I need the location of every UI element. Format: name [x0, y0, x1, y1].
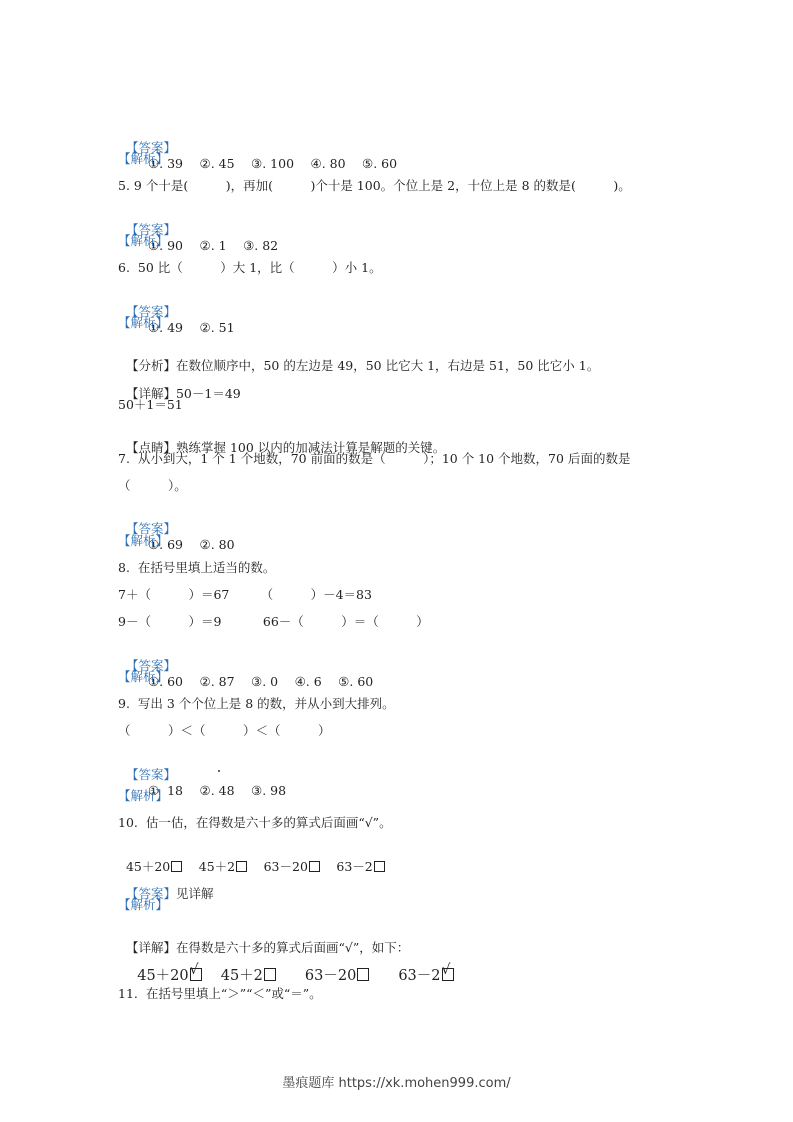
expr-1: 45＋20: [125, 859, 171, 874]
checkbox-checked: [189, 962, 202, 981]
question-5: 5. 9 个十是( )，再加( )个十是 100。个位上是 2，十位上是 8 的数是( )。: [118, 178, 631, 193]
question-7-line-2: （ ）。: [118, 478, 187, 493]
analysis-tag: 【解析】: [118, 788, 169, 803]
checkbox-empty: [309, 861, 320, 872]
fenxi-text: 在数位顺序中，50 的左边是 49，50 比它大 1，右边是 51，50 比它小 1。: [175, 358, 600, 373]
answer-tag: 【答案】: [125, 521, 176, 536]
stray-dot: [218, 770, 220, 772]
analysis-tag: 【解析】: [118, 533, 169, 548]
answer-text: ①. 49 ②. 51: [147, 320, 235, 335]
question-9: 9. 写出 3 个个位上是 8 的数，并从小到大排列。: [118, 696, 395, 711]
checkbox-empty: [264, 968, 276, 981]
checkbox-empty: [236, 861, 247, 872]
answer-text: ①. 69 ②. 80: [147, 537, 235, 552]
question-8-row-1: 7＋（ ）＝67 （ ）－4＝83: [118, 587, 372, 602]
detail-tag: 【详解】: [125, 940, 176, 955]
tip-tag: 【点睛】: [125, 440, 176, 455]
question-8-row-2: 9－（ ）＝9 66－（ ）＝（ ）: [118, 614, 429, 629]
answer-tag: 【答案】: [125, 658, 176, 673]
fenxi-tag: 【分析】: [125, 358, 176, 373]
expr-1: 45＋20: [137, 968, 189, 984]
tip-text: 熟练掌握 100 以内的加减法计算是解题的关键。: [175, 440, 446, 455]
expr-4: 63－2: [336, 859, 373, 874]
question-8: 8. 在括号里填上适当的数。: [118, 560, 276, 575]
question-10: 10. 估一估，在得数是六十多的算式后面画“√”。: [118, 815, 392, 830]
detail-text: 在得数是六十多的算式后面画“√”，如下：: [175, 940, 410, 955]
question-7-line-1: 7. 从小到大，1 个 1 个地数，70 前面的数是（ ）；10 个 10 个地数，70 后面的数是: [118, 451, 631, 466]
footer-watermark: 墨痕题库 https://xk.mohen999.com/: [282, 1076, 511, 1091]
detail-tag: 【详解】: [125, 386, 176, 401]
expr-3: 63－20: [263, 859, 308, 874]
expr-4: 63－2: [398, 968, 441, 984]
question-9-row: （ ）＜（ ）＜（ ）: [118, 723, 331, 738]
expr-3: 63－20: [304, 968, 357, 984]
analysis-tag: 【解析】: [118, 669, 169, 684]
detail-10-row: [128, 952, 454, 984]
answer-text: 见详解: [175, 886, 214, 901]
checkbox-checked: [441, 962, 454, 981]
check-mark-icon: √: [441, 962, 451, 978]
answer-tag: 【答案】: [125, 304, 176, 319]
checkbox-empty: [374, 861, 385, 872]
analysis-tag: 【解析】: [118, 315, 169, 330]
expr-2: 45＋2: [198, 859, 236, 874]
check-mark-icon: √: [189, 962, 199, 978]
question-11: 11. 在括号里填上“＞”“＜”或“＝”。: [118, 986, 322, 1001]
answer-tag: 【答案】: [125, 767, 176, 782]
analysis-tag: 【解析】: [118, 897, 169, 912]
question-6: 6. 50 比（ ）大 1，比（ ）小 1。: [118, 260, 382, 275]
detail-text: 50－1＝49: [175, 386, 241, 401]
answer-text: ①. 60 ②. 87 ③. 0 ④. 6 ⑤. 60: [147, 674, 374, 689]
checkbox-empty: [357, 968, 369, 981]
answer-tag: 【答案】: [125, 140, 176, 155]
answer-tag: 【答案】: [125, 222, 176, 237]
analysis-tag: 【解析】: [118, 233, 169, 248]
answer-text: ①. 39 ②. 45 ③. 100 ④. 80 ⑤. 60: [147, 156, 398, 171]
answer-text: ① 18 ②. 48 ③. 98: [147, 783, 287, 798]
answer-tag: 【答案】: [125, 886, 176, 901]
calc-line-6: 50＋1＝51: [118, 397, 183, 412]
answer-text: ①. 90 ②. 1 ③. 82: [147, 238, 279, 253]
expr-2: 45＋2: [220, 968, 263, 984]
analysis-tag: 【解析】: [118, 151, 169, 166]
